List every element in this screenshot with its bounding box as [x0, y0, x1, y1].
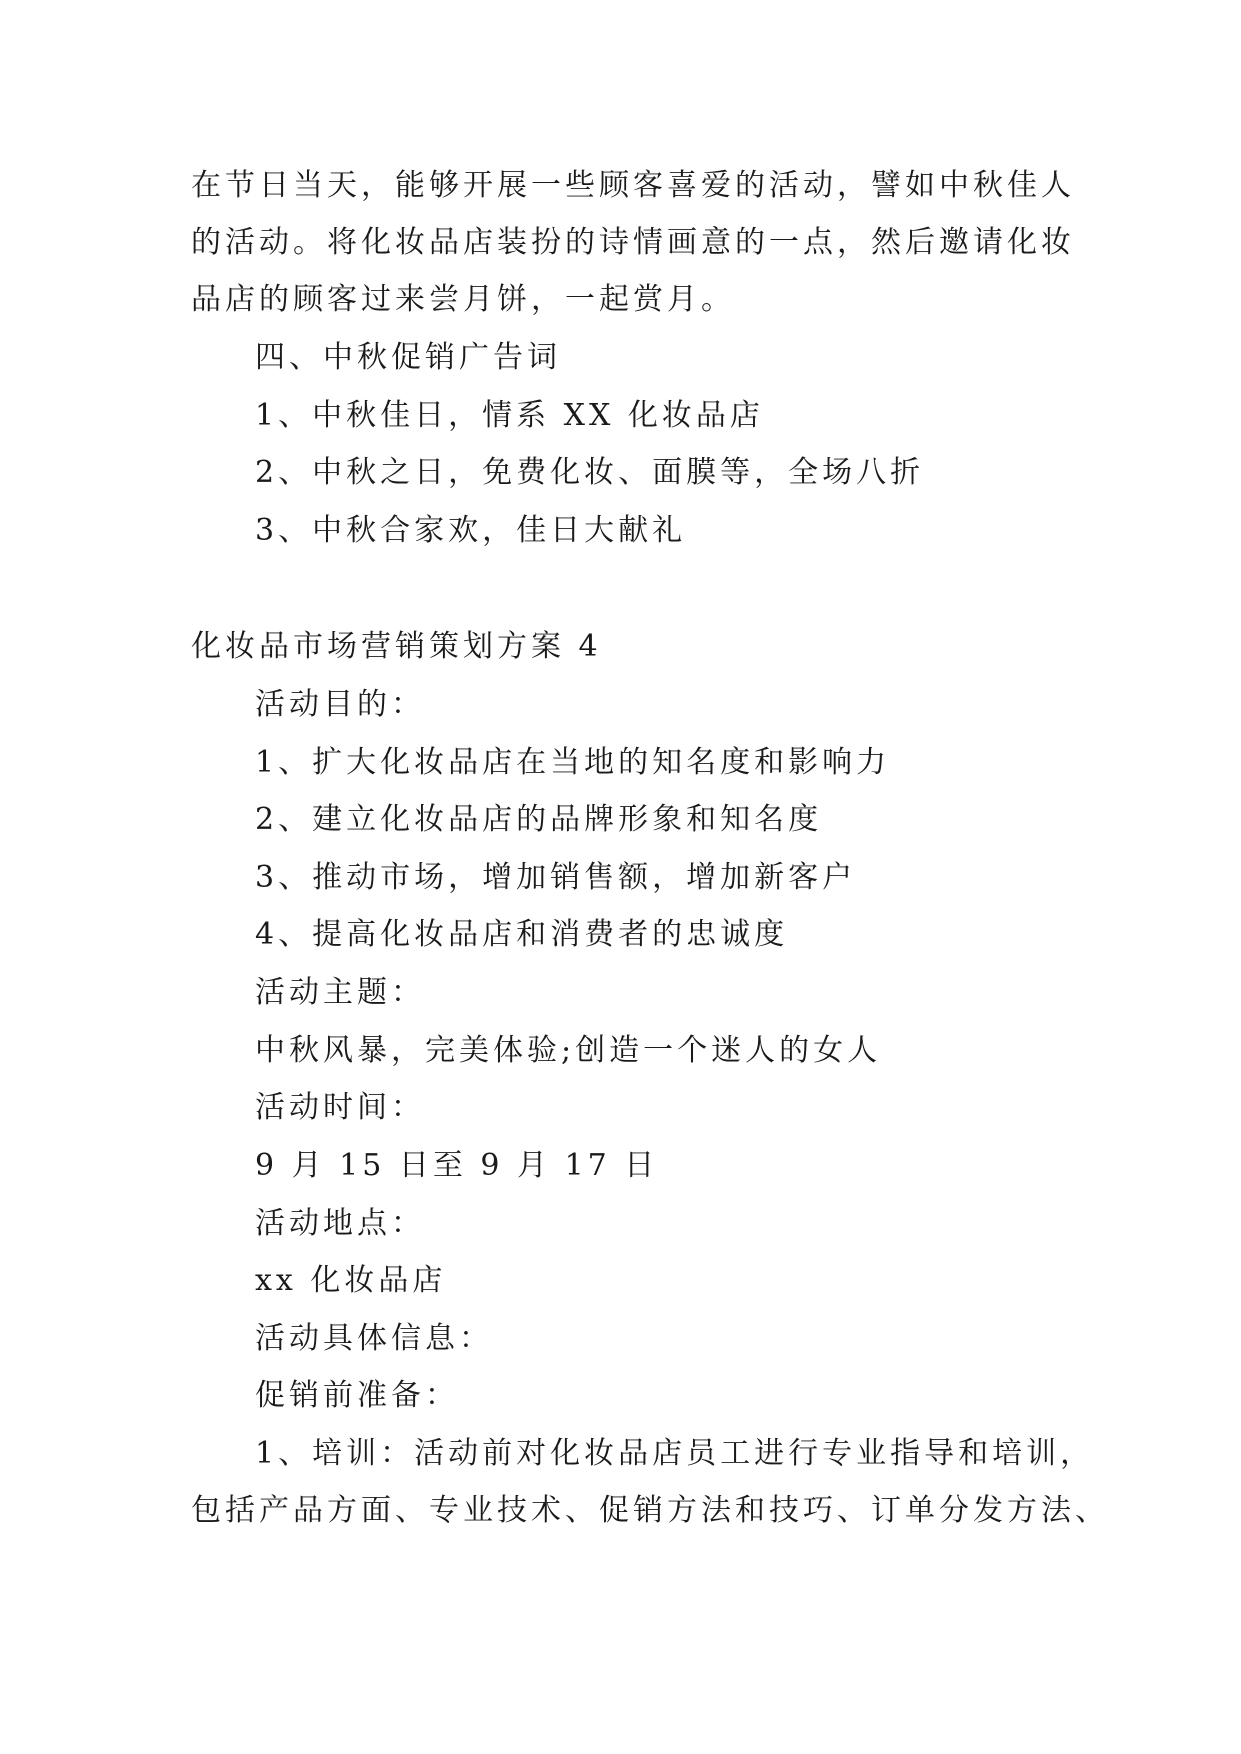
training-line-1: 1、培训：活动前对化妆品店员工进行专业指导和培训， — [255, 1436, 1095, 1471]
plan-title: 化妆品市场营销策划方案 4 — [191, 629, 602, 664]
time-label: 活动时间： — [255, 1090, 425, 1125]
purpose-item-4: 4、提高化妆品店和消费者的忠诚度 — [255, 917, 789, 952]
purpose-item-1: 1、扩大化妆品店在当地的知名度和影响力 — [255, 745, 891, 780]
time-value: 9 月 15 日至 9 月 17 日 — [255, 1148, 659, 1183]
purpose-item-3: 3、推动市场，增加销售额，增加新客户 — [255, 860, 857, 895]
slogan-2: 2、中秋之日，免费化妆、面膜等，全场八折 — [255, 455, 925, 490]
prep-label: 促销前准备： — [255, 1378, 459, 1413]
place-label: 活动地点： — [255, 1206, 425, 1241]
section-heading: 四、中秋促销广告词 — [255, 340, 561, 375]
training-line-2: 包括产品方面、专业技术、促销方法和技巧、订单分发方法、 — [191, 1493, 1109, 1528]
intro-line-1: 在节日当天，能够开展一些顾客喜爱的活动，譬如中秋佳人 — [191, 168, 1075, 203]
intro-line-2: 的活动。将化妆品店装扮的诗情画意的一点，然后邀请化妆 — [191, 225, 1075, 260]
details-label: 活动具体信息： — [255, 1321, 493, 1356]
theme-label: 活动主题： — [255, 975, 425, 1010]
slogan-1: 1、中秋佳日，情系 XX 化妆品店 — [255, 398, 764, 433]
place-value: xx 化妆品店 — [255, 1263, 447, 1298]
purpose-label: 活动目的： — [255, 687, 425, 722]
theme-value: 中秋风暴，完美体验;创造一个迷人的女人 — [255, 1033, 882, 1068]
intro-line-3: 品店的顾客过来尝月饼，一起赏月。 — [191, 282, 735, 317]
slogan-3: 3、中秋合家欢，佳日大献礼 — [255, 513, 687, 548]
purpose-item-2: 2、建立化妆品店的品牌形象和知名度 — [255, 802, 823, 837]
